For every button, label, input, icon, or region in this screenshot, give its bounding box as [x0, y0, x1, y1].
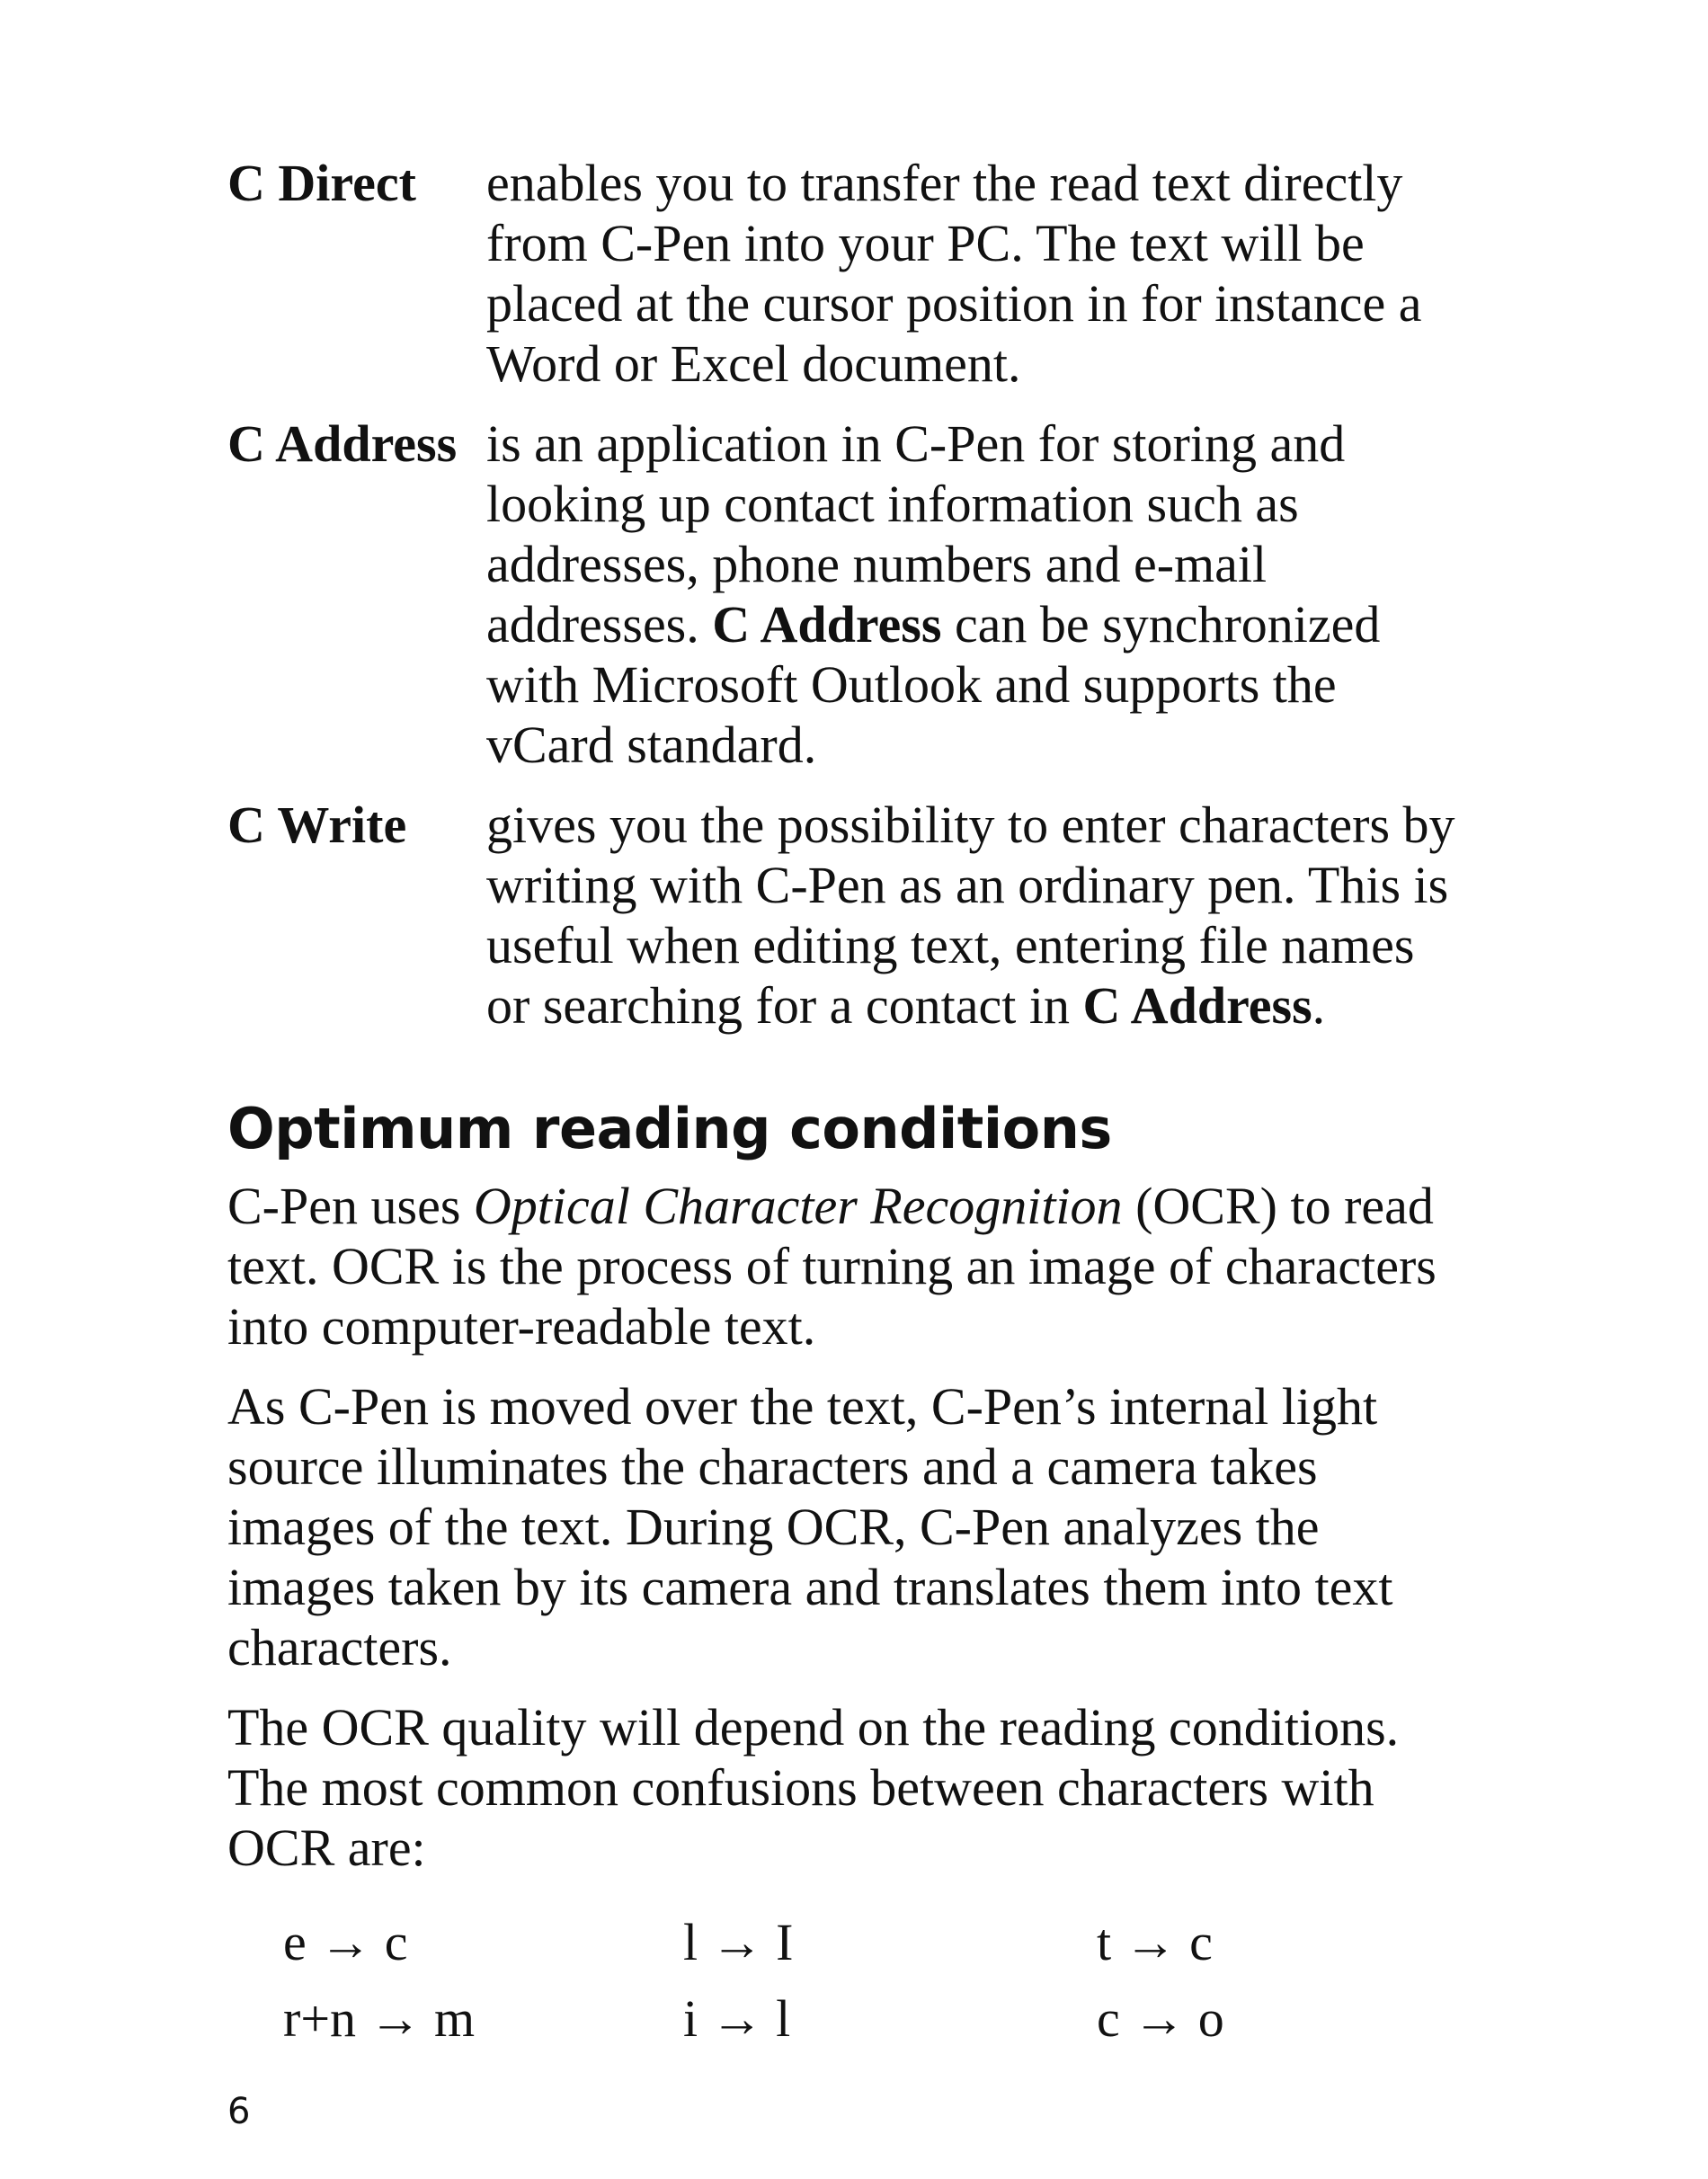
- definition-c-direct: [227, 153, 1459, 394]
- definition-description: [486, 795, 1459, 1036]
- description-bold-term: C Address: [1082, 976, 1312, 1035]
- description-text: .: [1312, 976, 1326, 1035]
- paragraph-ocr-intro: [227, 1176, 1459, 1356]
- paragraph-text: (OCR) to read text. OCR is the process of turning an image of characters into computer-readable text.: [227, 1177, 1437, 1356]
- confusion-item: c → o: [1097, 1989, 1224, 2048]
- paragraph-text: C-Pen uses: [227, 1177, 474, 1235]
- description-text: is an application in C-Pen for storing and looking up contact information such as addresses, phone numbers and e-mail addresses.: [486, 414, 1346, 654]
- paragraph-italic-term: Optical Character Recognition: [473, 1177, 1123, 1235]
- definition-description: [486, 414, 1459, 775]
- confusion-item: t → c: [1097, 1913, 1213, 1971]
- definition-term: C Address: [227, 414, 458, 473]
- confusion-item: i → l: [683, 1989, 791, 2048]
- description-bold-term: C Address: [712, 595, 942, 654]
- paragraph-ocr-process: As C-Pen is moved over the text, C-Pen’s internal light source illuminates the characters and a camera takes images of the text. During OCR, C-Pen analyzes the images taken by its camera and translates them into text characters.: [227, 1377, 1393, 1676]
- description-text: enables you to transfer the read text directly from C-Pen into your PC. The text will be placed at the cursor position in for instance a Word or Excel document.: [486, 154, 1422, 393]
- paragraph-ocr-quality: The OCR quality will depend on the reading conditions. The most common confusions between characters with OCR are:: [227, 1698, 1400, 1877]
- document-page: [227, 153, 1459, 2049]
- section-heading: Optimum reading conditions: [227, 1096, 1112, 1161]
- definition-description: [486, 153, 1459, 394]
- description-text: gives you the possibility to enter characters by writing with C-Pen as an ordinary pen. This is useful when editing text, entering file names or searching for a contact in: [486, 796, 1455, 1035]
- definition-c-write: [227, 795, 1459, 1036]
- definition-term: C Write: [227, 796, 407, 854]
- confusion-table: [283, 1912, 1459, 2049]
- page-number: 6: [227, 2091, 251, 2132]
- definition-list: [227, 153, 1459, 1036]
- confusion-item: e → c: [283, 1913, 408, 1971]
- definition-c-address: [227, 414, 1459, 775]
- description-text: can be synchronized with Microsoft Outlook and supports the vCard standard.: [486, 595, 1381, 774]
- confusion-item: r+n → m: [283, 1989, 476, 2048]
- confusion-item: l → I: [683, 1913, 794, 1971]
- definition-term: C Direct: [227, 154, 416, 212]
